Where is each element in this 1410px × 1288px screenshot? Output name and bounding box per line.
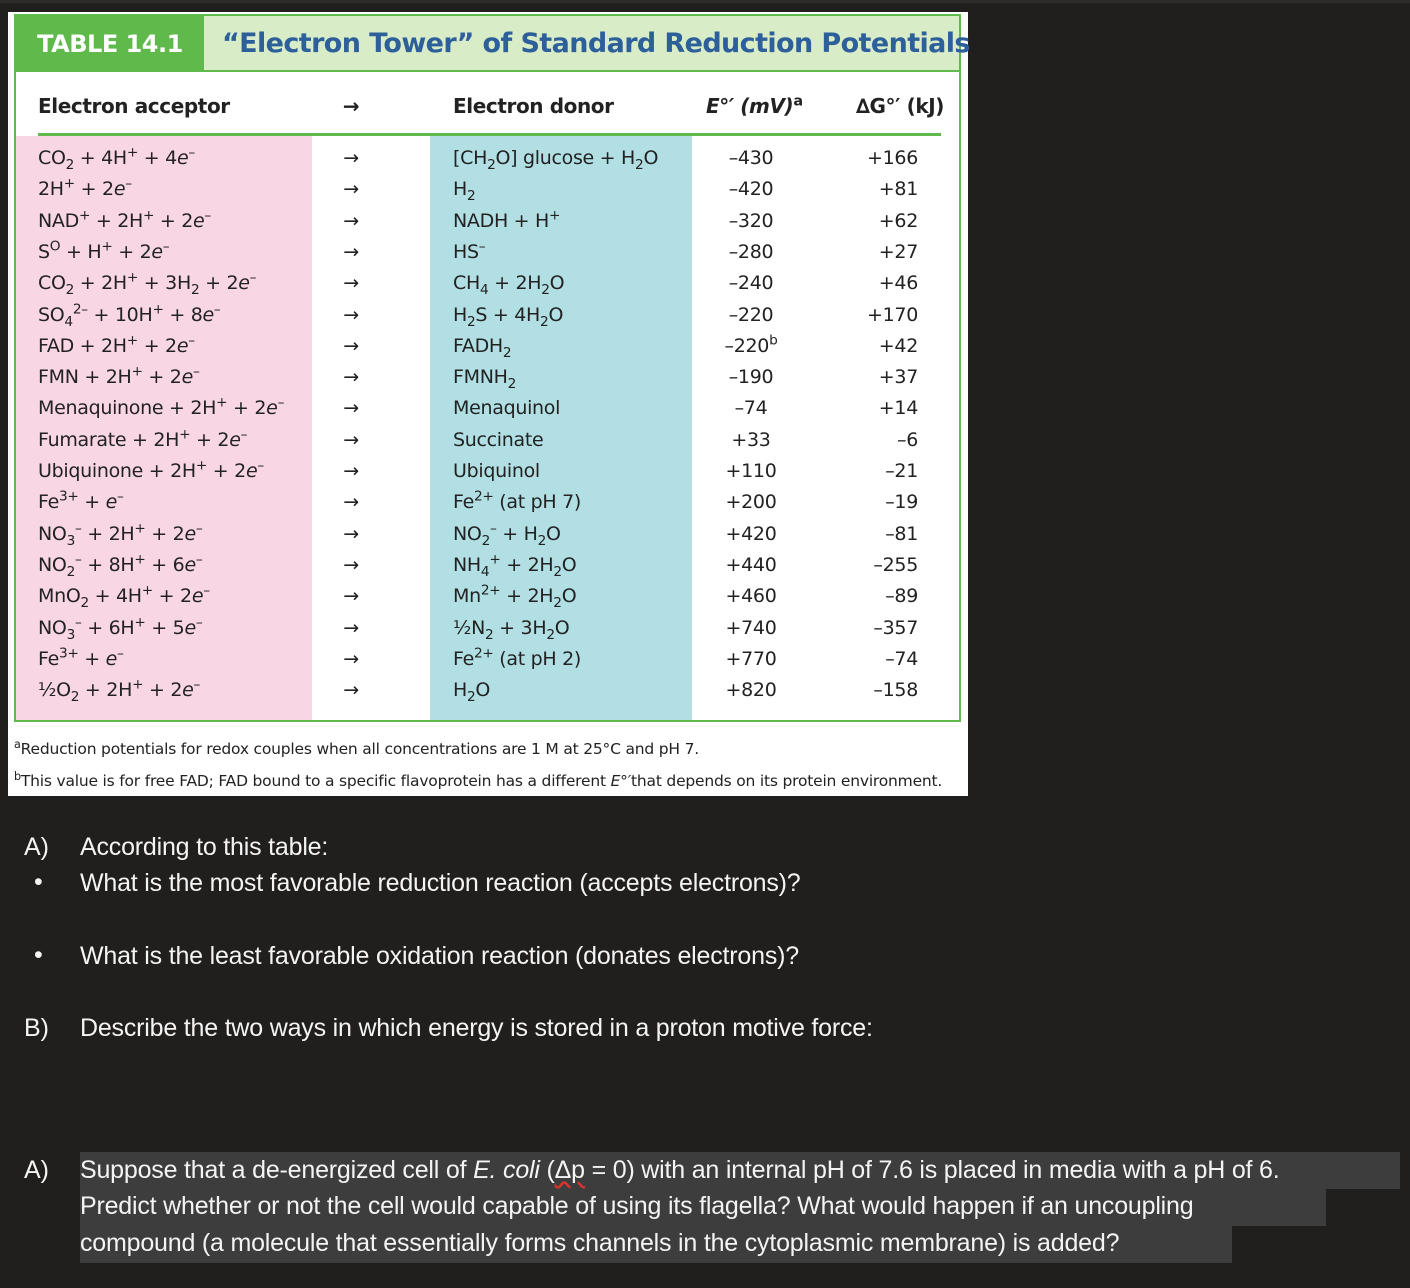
question-b-text: Describe the two ways in which energy is stored in a proton motive force: xyxy=(80,1014,873,1042)
acceptor-cell: FMN + 2H+ + 2e– xyxy=(38,363,200,389)
arrow-cell: → xyxy=(343,553,359,576)
header-electron-donor: Electron donor xyxy=(453,94,614,118)
acceptor-cell: $SO_4^{2-} + 10H^+ + 8e^-$ xyxy=(38,301,221,330)
arrow-cell: → xyxy=(343,334,359,357)
header-rule xyxy=(38,133,941,136)
footnote-b-text-2: that depends on its protein environment. xyxy=(631,772,943,790)
free-energy-cell: +81 xyxy=(878,178,918,201)
arrow-cell: → xyxy=(343,428,359,451)
header-e0-footnote-mark: a xyxy=(793,93,803,110)
potential-cell: –220$^b$ xyxy=(724,332,778,357)
arrow-cell: → xyxy=(343,647,359,670)
arrow-cell: → xyxy=(343,366,359,389)
table-row xyxy=(16,206,959,237)
table-row xyxy=(16,613,959,644)
table-row xyxy=(16,300,959,331)
species-name: E. coli xyxy=(473,1156,540,1184)
table-title-bar xyxy=(14,14,970,72)
table-row xyxy=(16,675,959,706)
free-energy-cell: +27 xyxy=(878,240,918,263)
potential-cell: –240 xyxy=(728,272,774,295)
table-number-label: TABLE 14.1 xyxy=(16,16,204,72)
footnote-a-mark: a xyxy=(14,737,21,751)
donor-cell: $H_2O$ xyxy=(453,679,491,705)
potential-cell: –320 xyxy=(728,209,774,232)
arrow-cell: → xyxy=(343,178,359,201)
free-energy-cell: –255 xyxy=(873,553,918,576)
acceptor-cell: $NO_3^- + 2H^+ + 2e^-$ xyxy=(38,520,203,549)
footnote-b-symbol: E°′ xyxy=(610,772,632,790)
footnote-a-text: Reduction potentials for redox couples when all concentrations are 1 M at 25°C and pH 7. xyxy=(20,740,699,758)
free-energy-cell: –89 xyxy=(885,585,918,608)
table-row xyxy=(16,425,959,456)
arrow-cell: → xyxy=(343,616,359,639)
arrow-cell: → xyxy=(343,679,359,702)
donor-cell: $FADH_2$ xyxy=(453,334,512,361)
acceptor-cell: $Fe^{3+} + e^-$ xyxy=(38,645,124,670)
acceptor-cell: $\frac{1}{2}O_2 + 2H^+ + 2e^-$ xyxy=(38,676,201,705)
donor-cell: $H_2$ xyxy=(453,178,476,205)
table-row xyxy=(16,456,959,487)
donor-cell: HS– xyxy=(453,238,486,263)
potential-cell: +820 xyxy=(725,679,777,702)
question-c-line-1[interactable] xyxy=(80,1156,1279,1185)
table-row xyxy=(16,487,959,518)
acceptor-cell: $CO_2 + 4H^+ + 4e^-$ xyxy=(38,144,195,173)
potential-cell: +200 xyxy=(725,491,777,514)
arrow-cell: → xyxy=(343,240,359,263)
bullet-icon: • xyxy=(34,941,43,969)
free-energy-cell: –21 xyxy=(885,460,918,482)
question-c-line-2[interactable]: Predict whether or not the cell would capable of using its flagella? What would happen if an uncoupling xyxy=(80,1192,1194,1220)
arrow-cell: → xyxy=(343,272,359,295)
header-delta-g: ∆G°′ (kJ) xyxy=(855,94,944,118)
acceptor-cell: $Fe^{3+} + e^-$ xyxy=(38,488,124,514)
donor-cell: $H_2S + 4H_2O$ xyxy=(453,303,564,330)
acceptor-cell: 2H+ + 2e– xyxy=(38,175,132,201)
potential-cell: –420 xyxy=(728,178,774,201)
donor-cell: NADH + H+ xyxy=(453,207,561,232)
potential-cell: +420 xyxy=(725,522,777,545)
footnote-b xyxy=(14,769,943,790)
free-energy-cell: –74 xyxy=(885,647,918,670)
donor-cell: $CH_4 + 2H_2O$ xyxy=(453,272,565,298)
potential-cell: +110 xyxy=(725,460,777,482)
question-a-part-1: What is the most favorable reduction reaction (accepts electrons)? xyxy=(80,869,801,897)
question-c-line-3[interactable]: compound (a molecule that essentially forms channels in the cytoplasmic membrane) is added? xyxy=(80,1229,1120,1257)
donor-cell: Succinate xyxy=(453,428,544,451)
donor-cell: $\frac{1}{2}N_2 + 3H_2O$ xyxy=(453,616,570,643)
table-row xyxy=(16,174,959,205)
question-c-paren: ( xyxy=(539,1156,555,1184)
potential-cell: –220 xyxy=(728,303,774,326)
table-row xyxy=(16,393,959,424)
free-energy-cell: +166 xyxy=(867,147,918,169)
question-a-marker: A) xyxy=(24,833,49,861)
potential-cell: –280 xyxy=(728,240,774,263)
donor-cell: $[CH_2O] glucose + H_2O$ xyxy=(453,147,659,173)
arrow-cell: → xyxy=(343,209,359,232)
potential-cell: +33 xyxy=(731,428,771,451)
arrow-cell: → xyxy=(343,147,359,169)
header-e0 xyxy=(706,94,802,118)
free-energy-cell: +62 xyxy=(878,209,918,232)
arrow-cell: → xyxy=(343,522,359,545)
potential-cell: –430 xyxy=(728,147,774,169)
table-title: “Electron Tower” of Standard Reduction Potentials xyxy=(222,28,970,59)
delta-p-symbol: Δp xyxy=(554,1156,585,1184)
donor-cell: $NH_4^+ + 2H_2O$ xyxy=(453,551,577,580)
question-a-part-2: What is the least favorable oxidation reaction (donates electrons)? xyxy=(80,942,799,970)
arrow-cell: → xyxy=(343,460,359,482)
footnote-b-text-1: This value is for free FAD; FAD bound to a specific flavoprotein has a different xyxy=(20,772,611,790)
acceptor-cell: Fumarate + 2H+ + 2e– xyxy=(38,426,248,451)
acceptor-cell: Ubiquinone + 2H+ + 2e– xyxy=(38,457,264,482)
question-c-line-1-text: Suppose that a de-energized cell of xyxy=(80,1156,474,1184)
free-energy-cell: +37 xyxy=(878,366,918,389)
header-e0-label: E°′ (mV) xyxy=(706,94,794,118)
free-energy-cell: +46 xyxy=(878,272,918,295)
donor-cell: Ubiquinol xyxy=(453,460,540,482)
table-row xyxy=(16,581,959,612)
donor-cell: Menaquinol xyxy=(453,397,561,420)
question-b-marker: B) xyxy=(24,1014,49,1042)
acceptor-cell: $CO_2 + 2H^+ + 3H_2 + 2e^-$ xyxy=(38,269,257,298)
potential-cell: +460 xyxy=(725,585,777,608)
table-row xyxy=(16,550,959,581)
table-row xyxy=(16,644,959,675)
donor-cell: $NO_2^- + H_2O$ xyxy=(453,520,561,549)
free-energy-cell: –6 xyxy=(897,428,918,451)
potential-cell: +770 xyxy=(725,647,777,670)
acceptor-cell: FAD + 2H+ + 2e– xyxy=(38,332,195,357)
table-row xyxy=(16,237,959,268)
acceptor-cell: NAD+ + 2H+ + 2e– xyxy=(38,207,211,232)
arrow-cell: → xyxy=(343,585,359,608)
question-a-intro: According to this table: xyxy=(80,833,329,861)
potential-cell: –74 xyxy=(734,397,768,420)
header-arrow: → xyxy=(342,94,360,118)
footnote-b-mark: b xyxy=(14,769,21,783)
free-energy-cell: +170 xyxy=(867,303,918,326)
table-row xyxy=(16,362,959,393)
potential-cell: –190 xyxy=(728,366,774,389)
free-energy-cell: –19 xyxy=(885,491,918,514)
arrow-cell: → xyxy=(343,397,359,420)
table-row xyxy=(16,331,959,362)
bullet-icon: • xyxy=(34,868,43,896)
header-electron-acceptor: Electron acceptor xyxy=(38,94,230,118)
free-energy-cell: –158 xyxy=(873,679,918,702)
free-energy-cell: –357 xyxy=(873,616,918,639)
table-card xyxy=(8,12,968,796)
acceptor-cell: $NO_3^- + 6H^+ + 5e^-$ xyxy=(38,614,203,643)
arrow-cell: → xyxy=(343,303,359,326)
question-c-marker: A) xyxy=(24,1156,49,1184)
table-row xyxy=(16,143,959,174)
question-c-line-1-end: = 0) with an internal pH of 7.6 is placed in media with a pH of 6. xyxy=(584,1156,1280,1184)
potential-cell: +440 xyxy=(725,553,777,576)
acceptor-cell: MnO$_2$ + 4H+ + 2e– xyxy=(38,582,210,611)
free-energy-cell: –81 xyxy=(885,522,918,545)
acceptor-cell: $S^O + H^+ + 2e^-$ xyxy=(38,238,170,263)
free-energy-cell: +14 xyxy=(878,397,918,420)
potential-cell: +740 xyxy=(725,616,777,639)
footnote-a xyxy=(14,737,699,758)
free-energy-cell: +42 xyxy=(878,334,918,357)
acceptor-cell: Menaquinone + 2H+ + 2e– xyxy=(38,395,285,420)
donor-cell: $Fe^{2+}$ (at pH 2) xyxy=(453,645,582,670)
table-row xyxy=(16,519,959,550)
donor-cell: $Fe^{2+}$ (at pH 7) xyxy=(453,488,582,514)
reduction-potential-table xyxy=(14,72,961,722)
table-row xyxy=(16,268,959,299)
acceptor-cell: $NO_2^- + 8H^+ + 6e^-$ xyxy=(38,551,203,580)
donor-cell: $FMNH_2$ xyxy=(453,366,517,392)
donor-cell: $Mn^{2+} + 2H_2O$ xyxy=(453,582,577,611)
window-top-edge xyxy=(0,0,1410,3)
arrow-cell: → xyxy=(343,491,359,514)
